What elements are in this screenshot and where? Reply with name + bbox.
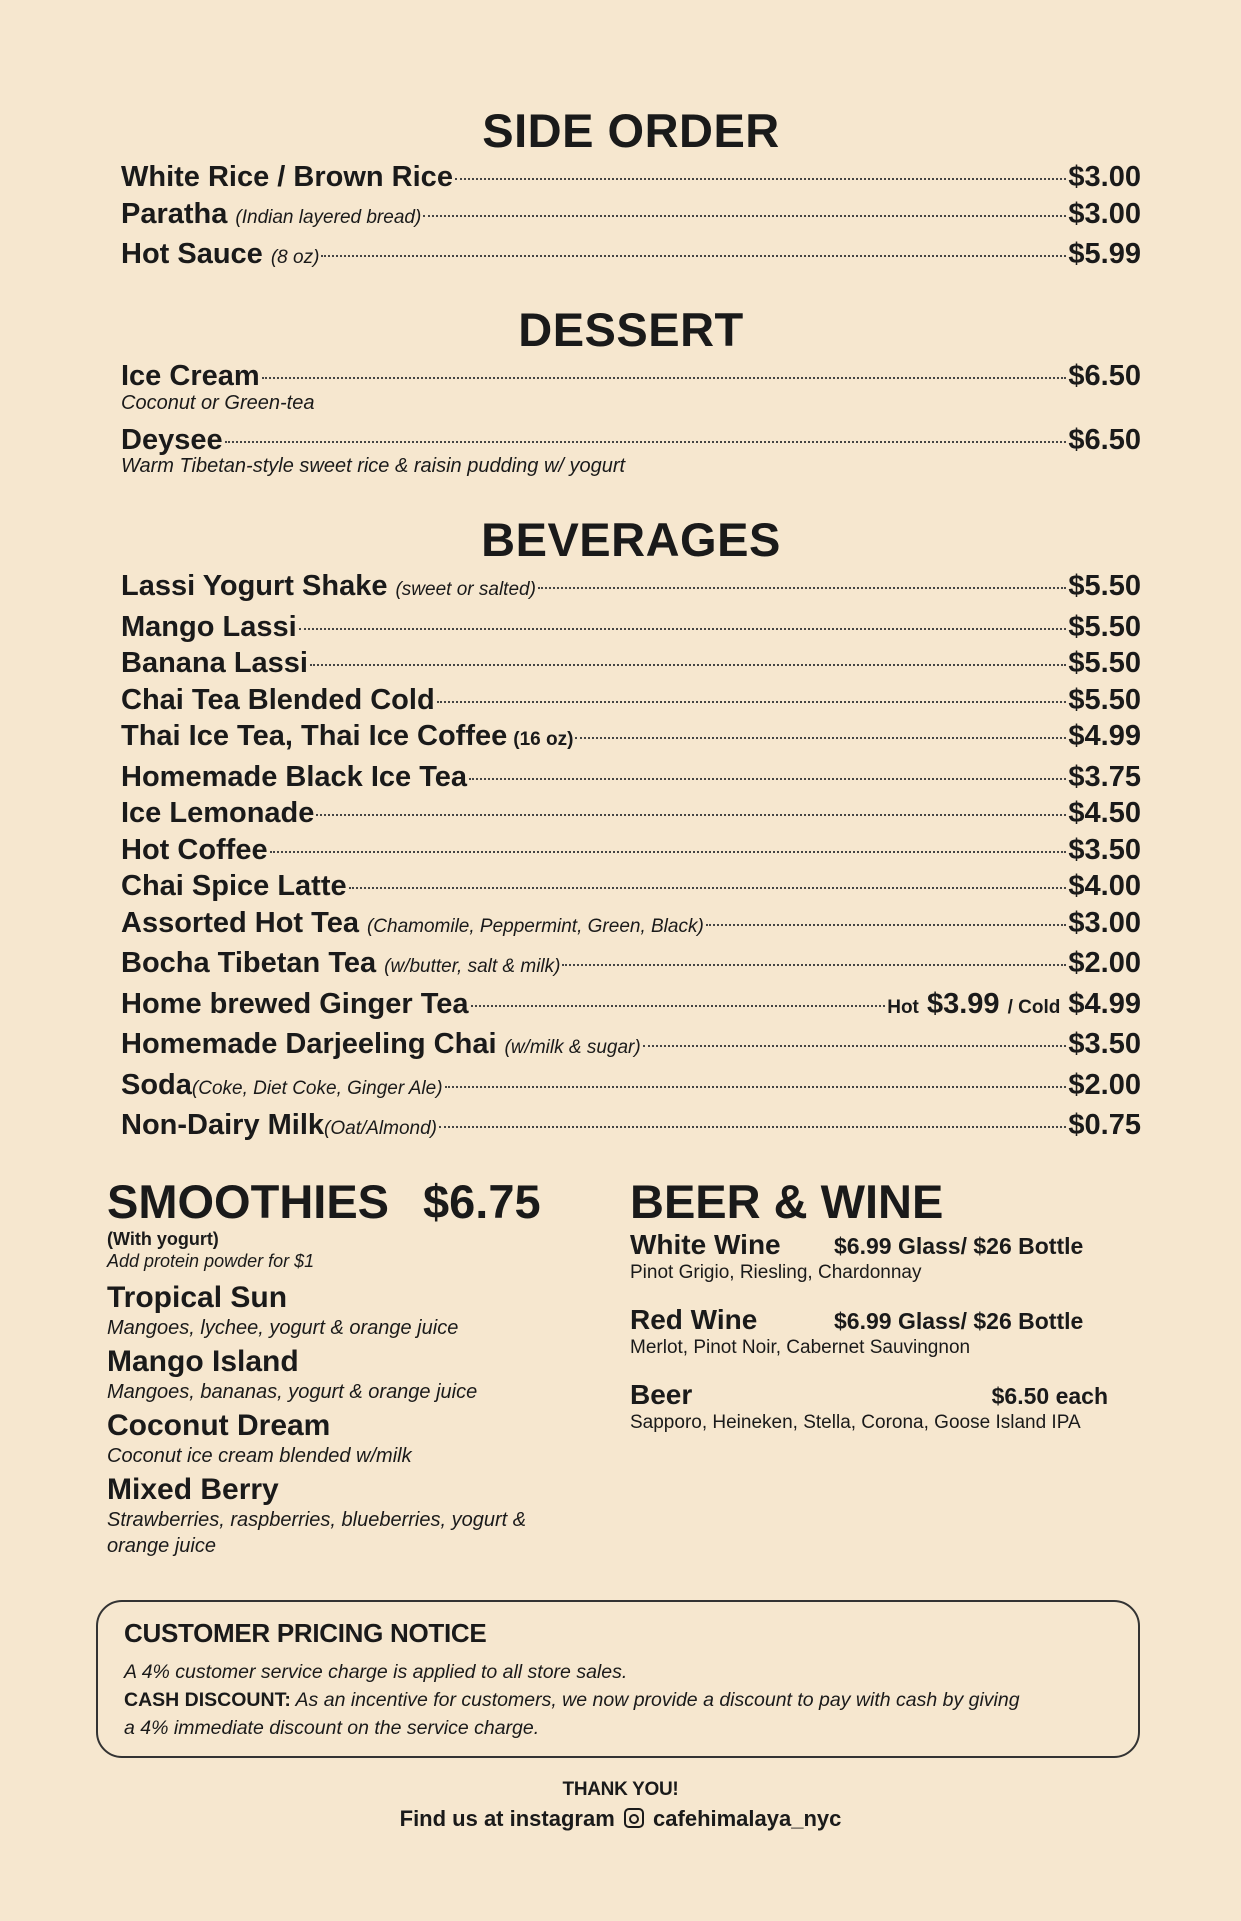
menu-item (121, 759, 1141, 796)
dot-leader (310, 664, 1066, 666)
pricing-notice-box (96, 1600, 1140, 1758)
item-price: $3.00 (1068, 906, 1141, 939)
beer-wine-section (630, 1175, 1150, 1454)
smoothies-title: SMOOTHIES (107, 1175, 390, 1228)
item-price: $3.50 (1068, 833, 1141, 866)
menu-item (121, 718, 1141, 759)
item-note: (Chamomile, Peppermint, Green, Black) (366, 915, 704, 937)
item-name: Banana Lassi (121, 647, 308, 679)
dot-leader (262, 377, 1067, 379)
smoothies-yogurt-note: (With yogurt) (107, 1229, 219, 1249)
menu-item (121, 196, 1141, 237)
item-price: $4.99 (1068, 720, 1141, 752)
item-price-hot-cold (887, 986, 1141, 1027)
item-price: $6.50 (1068, 423, 1141, 456)
item-name: Non-Dairy Milk (121, 1109, 325, 1141)
notice-line: A 4% customer service charge is applied to all store sales. (124, 1661, 628, 1683)
item-name: Soda (121, 1068, 192, 1101)
item-price: $5.50 (1068, 610, 1141, 643)
item-description: Coconut or Green-tea (121, 391, 315, 414)
beer-wine-item (630, 1379, 1150, 1435)
item-price: $3.00 (1068, 161, 1141, 193)
drink-description: Pinot Grigio, Riesling, Chardonnay (630, 1262, 922, 1283)
smoothie-name: Mango Island (107, 1345, 299, 1378)
beverages-title: BEVERAGES (481, 513, 781, 566)
smoothie-item (107, 1345, 607, 1405)
smoothies-heading (107, 1175, 607, 1229)
item-name: Chai Spice Latte (121, 870, 347, 902)
dot-leader (445, 1086, 1067, 1088)
item-description: Warm Tibetan-style sweet rice & raisin pudding w/ yogurt (121, 455, 626, 477)
drink-description: Sapporo, Heineken, Stella, Corona, Goose Island IPA (630, 1412, 1081, 1433)
dot-leader (575, 737, 1066, 739)
menu-item (121, 795, 1141, 832)
drink-name: White Wine (630, 1229, 781, 1260)
menu-item (121, 568, 1141, 609)
menu-item (121, 1067, 1141, 1108)
dot-leader (225, 441, 1067, 443)
item-price: $6.50 (1068, 360, 1141, 392)
item-name: Ice Cream (121, 360, 260, 392)
item-note: (w/milk & sugar) (504, 1037, 641, 1058)
item-note: (Oat/Almond) (324, 1118, 438, 1139)
item-name: Deysee (121, 423, 223, 456)
smoothie-name: Mixed Berry (107, 1473, 279, 1506)
thank-you-text: THANK YOU! (562, 1779, 679, 1800)
item-name: Hot Sauce (121, 238, 263, 270)
dot-leader (349, 887, 1067, 889)
item-note: (sweet or salted) (395, 579, 536, 600)
item-price: $4.50 (1068, 797, 1141, 829)
item-name: Mango Lassi (121, 610, 297, 643)
drink-name: Beer (630, 1379, 693, 1410)
smoothie-description: Mangoes, lychee, yogurt & orange juice (107, 1317, 459, 1339)
item-name: Lassi Yogurt Shake (121, 570, 388, 602)
instagram-icon (624, 1808, 644, 1828)
dot-leader (423, 215, 1066, 217)
item-name: Bocha Tibetan Tea (121, 947, 377, 979)
dot-leader (270, 851, 1067, 853)
smoothie-item (107, 1281, 607, 1341)
item-price: $3.00 (1068, 197, 1141, 230)
drink-price: $6.50 each (991, 1383, 1108, 1409)
menu-item (121, 159, 1141, 196)
cash-discount-text: As an incentive for customers, we now provide a discount to pay with cash by giving (295, 1689, 1020, 1711)
notice-line: a 4% immediate discount on the service charge. (124, 1717, 540, 1739)
item-price: $5.50 (1068, 647, 1141, 679)
find-us-text: Find us at instagram (399, 1806, 615, 1831)
beer-wine-title: BEER & WINE (630, 1175, 944, 1228)
item-note: (8 oz) (270, 247, 320, 268)
item-price: $5.99 (1068, 238, 1141, 270)
smoothie-name: Coconut Dream (107, 1409, 331, 1442)
menu-item (121, 358, 1141, 395)
smoothie-item (107, 1409, 607, 1469)
dot-leader (538, 587, 1067, 589)
notice-title: CUSTOMER PRICING NOTICE (124, 1618, 487, 1648)
drink-description: Merlot, Pinot Noir, Cabernet Sauvingnon (630, 1337, 971, 1358)
menu-item (121, 422, 1141, 459)
dot-leader (321, 255, 1066, 257)
beverages-section (121, 512, 1141, 1148)
item-price: $5.50 (1068, 683, 1141, 716)
item-note: (Indian layered bread) (235, 206, 422, 228)
menu-item (121, 986, 1141, 1027)
smoothie-item (107, 1473, 567, 1559)
item-note: (w/butter, salt & milk) (384, 956, 561, 977)
item-price: $3.50 (1068, 1028, 1141, 1060)
item-name: Paratha (121, 197, 228, 230)
smoothies-protein-note: Add protein powder for $1 (107, 1251, 315, 1271)
menu-item (121, 609, 1141, 646)
smoothies-price: $6.75 (423, 1175, 541, 1228)
beer-wine-item (630, 1229, 1150, 1285)
drink-price: $6.99 Glass/ $26 Bottle (834, 1308, 1084, 1334)
menu-item (121, 236, 1141, 277)
instagram-line (0, 1804, 1241, 1834)
dot-leader (437, 701, 1067, 703)
beer-wine-item (630, 1304, 1150, 1360)
footer (0, 1776, 1241, 1834)
item-name: Home brewed Ginger Tea (121, 987, 469, 1020)
item-note: (Coke, Diet Coke, Ginger Ale) (191, 1077, 443, 1099)
smoothie-name: Tropical Sun (107, 1281, 288, 1314)
item-price: $2.00 (1068, 1068, 1141, 1101)
hot-label: Hot (887, 996, 919, 1018)
item-price: $3.75 (1068, 760, 1141, 793)
item-name: White Rice / Brown Rice (121, 161, 453, 193)
smoothie-description: Coconut ice cream blended w/milk (107, 1445, 412, 1467)
menu-item (121, 682, 1141, 719)
menu-item (121, 832, 1141, 869)
dot-leader (439, 1126, 1066, 1128)
menu-item (121, 645, 1141, 682)
cold-label: / Cold (1007, 996, 1061, 1018)
item-price: $2.00 (1068, 947, 1141, 979)
item-price: $4.00 (1068, 870, 1141, 902)
dot-leader (469, 778, 1066, 780)
dessert-title: DESSERT (518, 303, 744, 356)
item-name: Homemade Darjeeling Chai (121, 1028, 497, 1060)
drink-name: Red Wine (630, 1304, 758, 1335)
item-name: Assorted Hot Tea (121, 906, 359, 939)
dot-leader (706, 924, 1067, 926)
dot-leader (299, 628, 1067, 630)
menu-item (121, 945, 1141, 986)
dot-leader (316, 814, 1066, 816)
smoothies-section (107, 1175, 607, 1563)
side-order-section (121, 103, 1141, 277)
item-price: $5.50 (1068, 570, 1141, 602)
item-name: Ice Lemonade (121, 797, 315, 829)
item-note: (16 oz) (513, 729, 574, 750)
menu-item (121, 905, 1141, 946)
dessert-section (121, 302, 1141, 485)
dot-leader (562, 964, 1066, 966)
cash-discount-label: CASH DISCOUNT: (124, 1689, 291, 1711)
item-price: $0.75 (1068, 1109, 1141, 1141)
item-name: Hot Coffee (121, 833, 268, 866)
menu-item (121, 1026, 1141, 1067)
hot-price: $3.99 (926, 987, 1000, 1020)
item-name: Thai Ice Tea, Thai Ice Coffee (121, 720, 508, 752)
dot-leader (455, 178, 1066, 180)
menu-item (121, 868, 1141, 905)
smoothie-description: Strawberries, raspberries, blueberries, yogurt & orange juice (107, 1509, 527, 1557)
side-order-title: SIDE ORDER (482, 104, 780, 157)
dot-leader (643, 1045, 1067, 1047)
menu-item (121, 1107, 1141, 1148)
drink-price: $6.99 Glass/ $26 Bottle (834, 1233, 1084, 1259)
cold-price: $4.99 (1068, 987, 1141, 1020)
dot-leader (471, 1005, 886, 1007)
notice-line (124, 1686, 1112, 1714)
smoothie-description: Mangoes, bananas, yogurt & orange juice (107, 1381, 478, 1403)
item-name: Homemade Black Ice Tea (121, 760, 468, 793)
instagram-handle[interactable]: cafehimalaya_nyc (653, 1806, 842, 1831)
item-name: Chai Tea Blended Cold (121, 683, 435, 716)
